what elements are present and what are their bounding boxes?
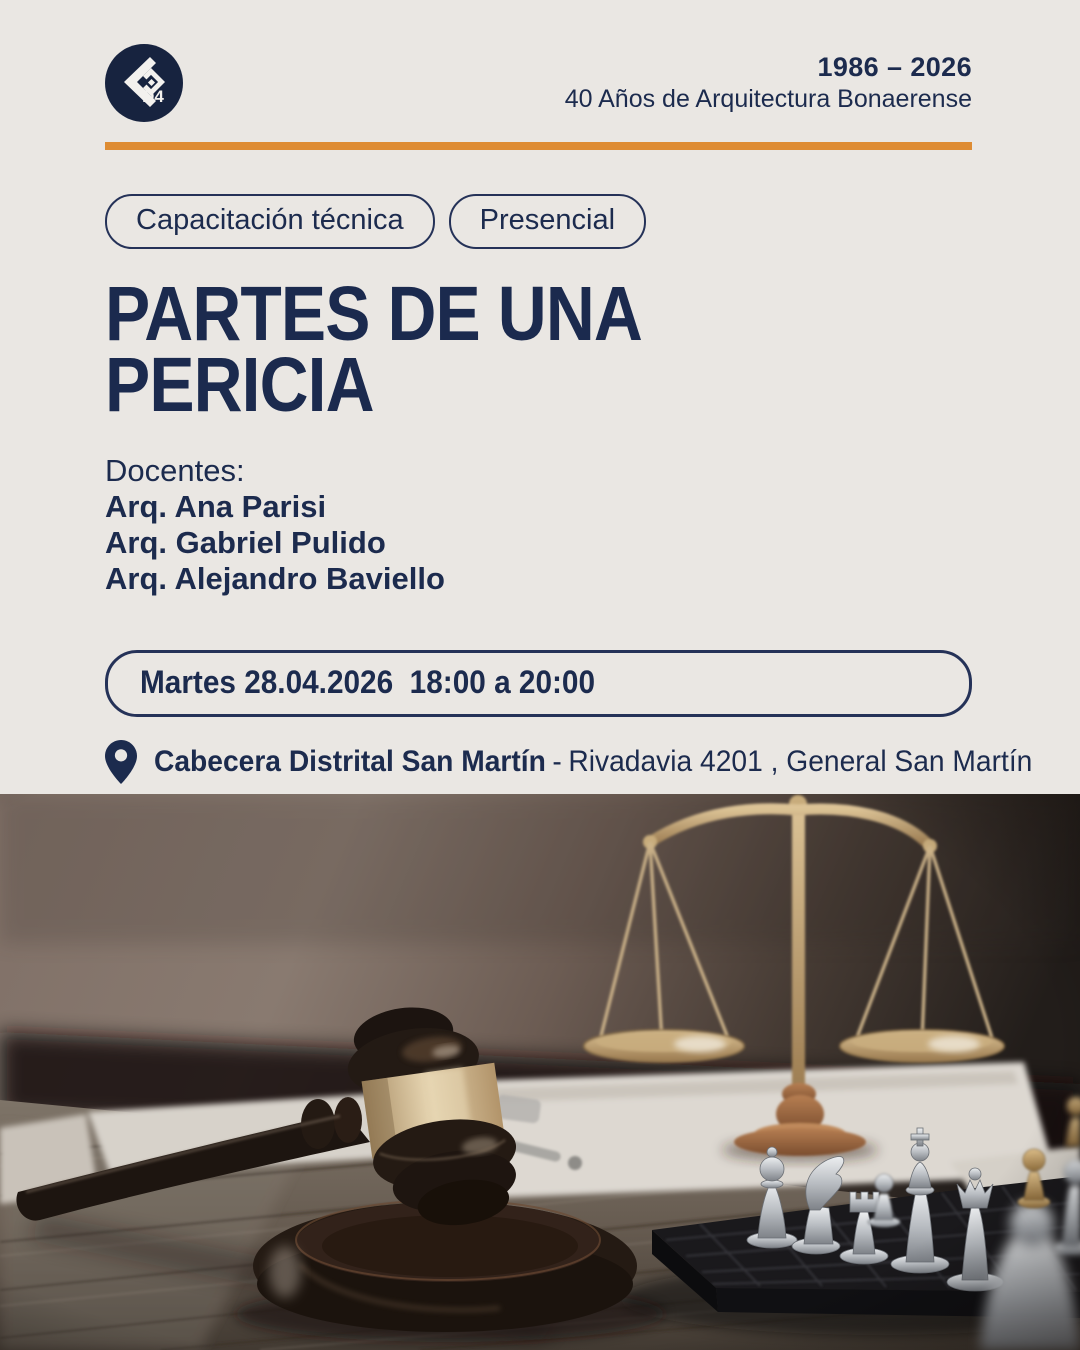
badge-presencial: Presencial xyxy=(449,194,646,249)
docentes-label: Docentes: xyxy=(105,452,245,488)
event-title xyxy=(105,271,868,428)
badges-row xyxy=(105,194,972,249)
logo-text: D4 xyxy=(142,87,164,106)
anniversary-subtitle: 40 Años de Arquitectura Bonaerense xyxy=(564,85,972,114)
schedule-pill xyxy=(105,650,972,717)
badge-capacitacion-tecnica: Capacitación técnica xyxy=(105,194,435,249)
event-photo xyxy=(0,794,1080,1350)
map-pin-icon xyxy=(105,740,137,784)
docente-name: Arq. Gabriel Pulido xyxy=(105,525,386,561)
location-address: Rivadavia 4201 , General San Martín xyxy=(568,744,1033,778)
event-title-line2: PERICIA xyxy=(105,341,374,428)
location-row xyxy=(105,740,1033,784)
schedule-text: Martes 28.04.2026 18:00 a 20:00 xyxy=(140,663,596,700)
capba-d4-logo-icon xyxy=(105,44,183,122)
header-text xyxy=(565,52,972,114)
docente-name: Arq. Ana Parisi xyxy=(105,488,327,524)
orange-divider xyxy=(105,142,972,150)
location-text xyxy=(154,745,1032,779)
photo-vignette xyxy=(0,794,1080,1350)
event-title-line1: PARTES DE UNA xyxy=(105,271,642,357)
docente-name: Arq. Alejandro Baviello xyxy=(105,561,445,597)
header xyxy=(105,44,972,122)
location-venue: Cabecera Distrital San Martín xyxy=(154,744,546,778)
anniversary-years: 1986 – 2026 xyxy=(817,52,972,82)
location-separator: - xyxy=(552,744,562,778)
docentes-block xyxy=(105,453,972,598)
